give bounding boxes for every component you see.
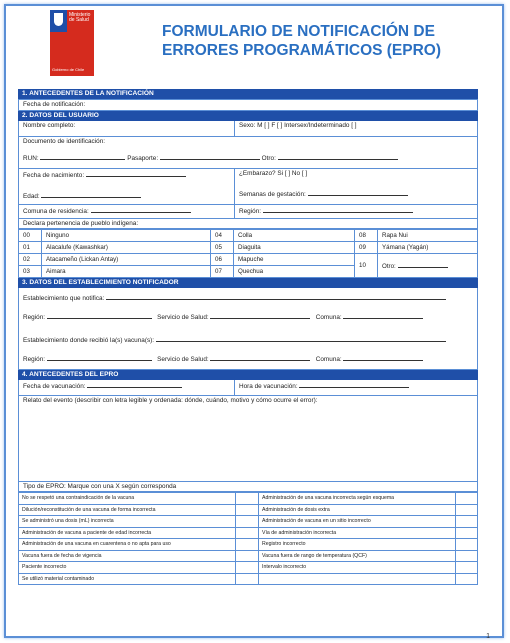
page-number: 1 [486,633,490,640]
embarazo-field[interactable]: ¿Embarazo? Si [ ] No [ ] Semanas de gestación: [235,169,478,205]
shield-icon [54,13,63,26]
fecha-vacunacion-field[interactable]: Fecha de vacunación: [18,380,235,396]
pueblo-table: 00 Ninguno 04 Colla 08 Rapa Nui 01 Alacalufe (Kawashkar) 05 Diaguita 09 Yámana (Yagán) 02 Atacameño (Lickan Antay) 06 Mapuche 10 Otro: 03 Aimara 07 Quechua [18,229,478,278]
pueblo-header: Declara pertenencia de pueblo indígena: [18,219,478,229]
section-1-header: 1. ANTECEDENTES DE LA NOTIFICACIÓN [18,89,478,99]
tipo-epro-header: Tipo de EPRO: Marque con una X según corresponda [18,482,478,492]
epro-table: No se respetó una contraindicación de la vacuna Administración de una vacuna incorrecta según esquema Dilución/reconstitución de una vacuna de forma incorrecta Administración de dosis extra Se administró una dosis (mL) incorrecta Administración de vacuna en un sitio incorrecto Administración de vacuna a paciente de edad incorrecta Vía de administración incorrecta Administración de una vacuna en cuarentena o no apta para uso Registro incorrecto Vacuna fuera de fecha de vigencia Vacuna fuera de rango de temperatura (QCF) Paciente incorrecto Intervalo incorrecto Se utilizó material contaminado [18,492,478,585]
nacimiento-field[interactable]: Fecha de nacimiento: Edad: [18,169,235,205]
relato-field[interactable]: Relato del evento (describir con letra legible y ordenada: dónde, cuándo, motivo y cómo ocurre el error): [18,396,478,482]
form-body [18,89,478,585]
nombre-field[interactable]: Nombre completo: [18,121,235,137]
ministerio-logo: Ministerio de Salud Gobierno de Chile [50,10,94,76]
comuna-field[interactable]: Comuna de residencia: [18,205,235,219]
region-field[interactable]: Región: [235,205,478,219]
section-3-header: 3. DATOS DEL ESTABLECIMIENTO NOTIFICADOR [18,278,478,288]
fecha-notificacion-field[interactable]: Fecha de notificación: [18,99,478,111]
sexo-field[interactable]: Sexo: M [ ] F [ ] Intersex/Indeterminado [ ] [235,121,478,137]
section-2-header: 2. DATOS DEL USUARIO [18,111,478,121]
form-title: FORMULARIO DE NOTIFICACIÓN DE ERRORES PROGRAMÁTICOS (EPRO) [162,23,442,59]
hora-vacunacion-field[interactable]: Hora de vacunación: [235,380,478,396]
establecimiento-block[interactable]: Establecimiento que notifica: Región: Servicio de Salud: Comuna: Establecimiento donde recibió la(s) vacuna(s): Región: Servicio de Salud: Comuna: [18,288,478,370]
documento-field[interactable]: Documento de identificación: RUN: Pasaporte: Otro: [18,137,478,169]
section-4-header: 4. ANTECEDENTES DEL EPRO [18,370,478,380]
